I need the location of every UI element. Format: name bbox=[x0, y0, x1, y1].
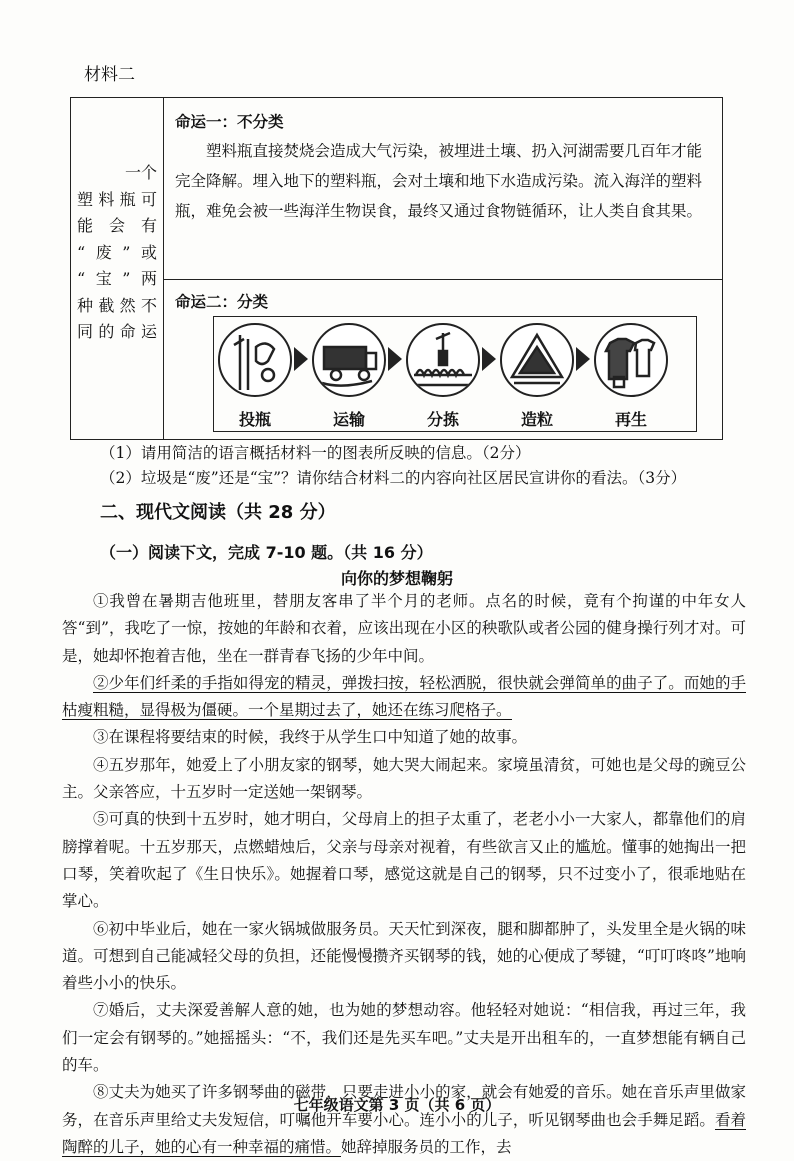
question-2: （2）垃圾是“废”还是“宝”？请你结合材料二的内容向社区居民宣讲你的看法。（3分） bbox=[100, 469, 687, 487]
truck-icon bbox=[312, 323, 386, 397]
stage-label-regenerate: 再生 bbox=[614, 410, 647, 429]
pellet-pile-icon bbox=[500, 323, 574, 397]
question-1: （1）请用简洁的语言概括材料一的图表所反映的信息。（2分） bbox=[100, 444, 531, 462]
paragraph-7: ⑦婚后，丈夫深爱善解人意的她，也为她的梦想动容。他轻轻对她说：“相信我，再过三年，我们一定会有钢琴的。”她摇摇头：“不，我们还是先买车吧。”丈夫是开出租车的，一直梦想能有辆自己的车。 bbox=[62, 1001, 746, 1075]
arrow-right-icon bbox=[482, 347, 496, 371]
article-body bbox=[62, 588, 746, 1161]
paragraph-8-text: ⑧丈夫为她买了许多钢琴曲的磁带，只要走进小小的家，就会有她爱的音乐。她在音乐声里做家务，在音乐声里给丈夫发短信，叮嘱他开车要小心。连小小的儿子，听见钢琴曲也会手舞足蹈。 bbox=[62, 1083, 746, 1129]
arrow-right-icon bbox=[294, 347, 308, 371]
article-title: 向你的梦想鞠躬 bbox=[340, 569, 453, 588]
arrow-right-icon bbox=[576, 347, 590, 371]
table-divider-vertical bbox=[163, 98, 164, 439]
sorting-icon bbox=[406, 323, 480, 397]
underlined-sentence: ②少年们纤柔的手指如得宠的精灵，弹拨扫按，轻松洒脱，很快就会弹简单的曲子了。而她的手枯瘦粗糙，显得极为僵硬。 bbox=[62, 673, 746, 720]
paragraph-6: ⑥初中毕业后，她在一家火锅城做服务员。天天忙到深夜，腿和脚都肿了，头发里全是火锅的味道。可想到自己能减轻父母的负担，还能慢慢攒齐买钢琴的钱，她的心便成了琴键，“叮叮咚咚”地响着些小小的快乐。 bbox=[62, 919, 746, 993]
section-heading: 二、现代文阅读（共 28 分） bbox=[100, 502, 336, 523]
paragraph-2 bbox=[62, 670, 746, 725]
left-cell-line: 能会有 bbox=[77, 216, 157, 235]
paragraph-4: ④五岁那年，她爱上了小朋友家的钢琴，她大哭大闹起来。家境虽清贫，可她也是父母的豌豆公主。父亲答应，十五岁时一定送她一架钢琴。 bbox=[62, 755, 746, 802]
fate1-text: 塑料瓶直接焚烧会造成大气污染，被埋进土壤、扔入河湖需要几百年才能完全降解。埋入地下的塑料瓶，会对土壤和地下水造成污染。流入海洋的塑料瓶，难免会被一些海洋生物误食，最终又通过食物链循环，让人类自食其果。 bbox=[175, 142, 703, 220]
table-divider-horizontal bbox=[163, 279, 722, 280]
left-cell-line: 种截然不 bbox=[77, 295, 157, 315]
recycled-clothes-icon bbox=[594, 323, 668, 397]
material-title: 材料二 bbox=[84, 65, 135, 85]
left-cell-line: 一个 bbox=[124, 163, 157, 182]
underlined-sentence: 一个星期过去了，她还在练习爬格子。 bbox=[248, 701, 512, 720]
fate2-title: 命运二：分类 bbox=[175, 293, 269, 311]
throw-bottle-icon bbox=[218, 323, 292, 397]
page-footer: 七年级语文第 3 页（共 6 页） bbox=[293, 1096, 501, 1114]
paragraph-3: ③在课程将要结束的时候，我终于从学生口中知道了她的故事。 bbox=[93, 728, 528, 747]
fate1-title: 命运一：不分类 bbox=[175, 113, 284, 131]
paragraph-5: ⑤可真的快到十五岁时，她才明白，父母肩上的担子太重了，老老小小一大家人，都靠他们的肩膀撑着呢。十五岁那天，点燃蜡烛后，父亲与母亲对视着，有些欲言又止的尴尬。懂事的她掏出一把口琴，笑着吹起了《生日快乐》。她握着口琴，感觉这就是自己的钢琴，只不过变小了，很乖地贴在掌心。 bbox=[62, 810, 746, 911]
stage-label-pellet: 造粒 bbox=[520, 410, 553, 429]
underlined-sentence: 看着陶醉的儿子，她的心有一种幸福的痛惜。 bbox=[62, 1110, 746, 1156]
stage-label-sort: 分拣 bbox=[426, 410, 459, 429]
left-cell-line: 同的命运 bbox=[77, 322, 157, 341]
paragraph-8-text: 她辞掉服务员的工作，去 bbox=[341, 1137, 512, 1156]
left-cell-line: “宝”两 bbox=[77, 269, 157, 288]
material-table bbox=[70, 97, 723, 440]
arrow-right-icon bbox=[388, 347, 402, 371]
stage-label-transport: 运输 bbox=[332, 410, 365, 429]
left-cell-line: 塑料瓶可 bbox=[77, 189, 157, 209]
left-cell-line: “废”或 bbox=[77, 242, 157, 262]
subsection-heading: （一）阅读下文，完成 7-10 题。（共 16 分） bbox=[100, 543, 433, 562]
paragraph-8 bbox=[62, 1079, 746, 1161]
table-left-cell bbox=[77, 160, 157, 346]
stage-label-throw: 投瓶 bbox=[238, 410, 271, 429]
paragraph-1: ①我曾在暑期吉他班里，替朋友客串了半个月的老师。点名的时候，竟有个拘谨的中年女人答“到”，我吃了一惊，按她的年龄和衣着，应该出现在小区的秧歌队或者公园的健身操行列才对。可是，她却怀抱着吉他，坐在一群青春飞扬的少年中间。 bbox=[62, 592, 746, 665]
recycling-flow bbox=[213, 316, 697, 432]
